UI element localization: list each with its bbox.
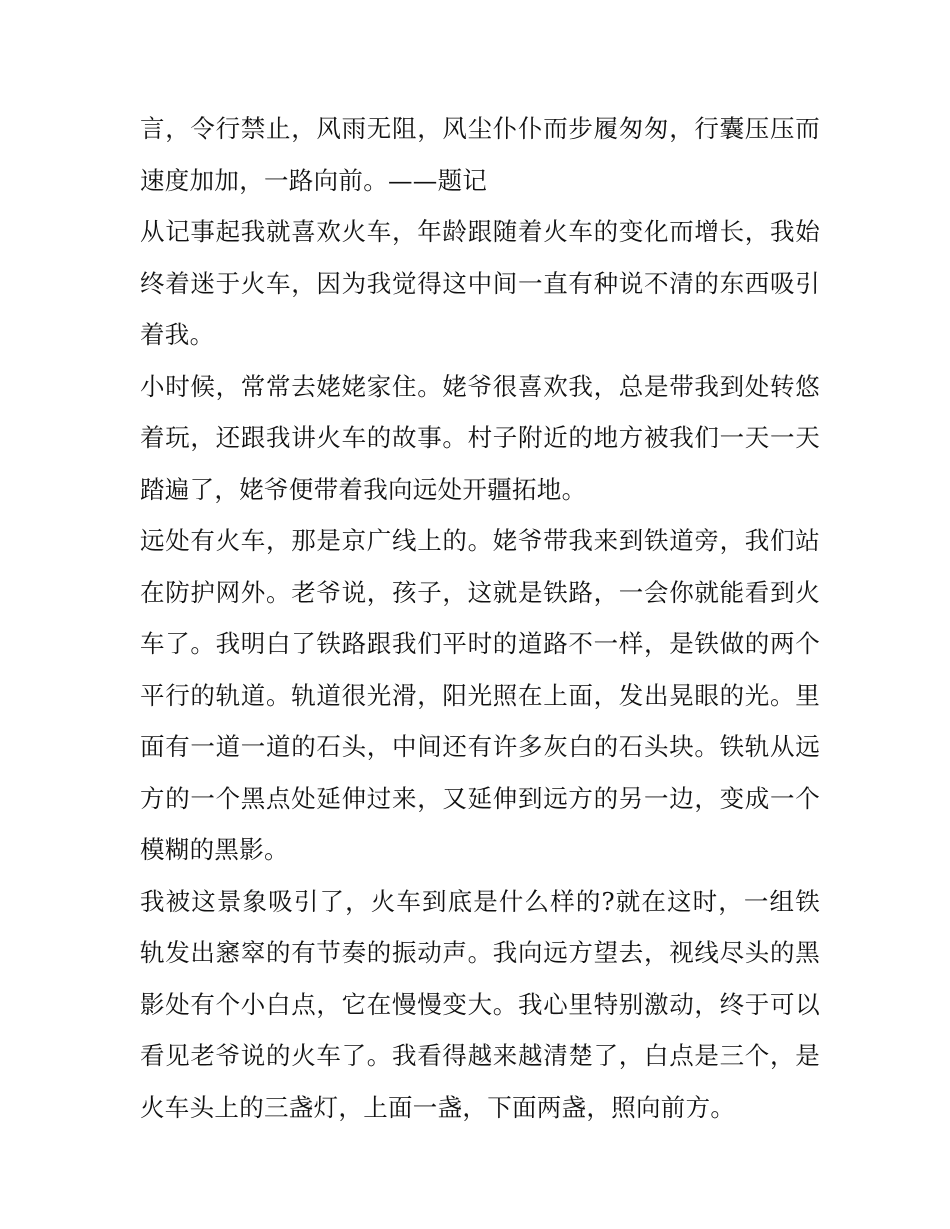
- paragraph-railway-scene: 远处有火车，那是京广线上的。姥爷带我来到铁道旁，我们站在防护网外。老爷说，孩子，这就是铁路，一会你就能看到火车了。我明白了铁路跟我们平时的道路不一样，是铁做的两个平行的轨道。轨道很光滑，阳光照在上面，发出晃眼的光。里面有一道一道的石头，中间还有许多灰白的石头块。铁轨从远方的一个黑点处延伸过来，又延伸到远方的另一边，变成一个模糊的黑影。: [140, 526, 820, 864]
- paragraph-grandma-house: 小时候，常常去姥姥家住。姥爷很喜欢我，总是带我到处转悠着玩，还跟我讲火车的故事。村子附近的地方被我们一天一天踏遍了，姥爷便带着我向远处开疆拓地。: [140, 371, 820, 504]
- paragraph-childhood-fascination: 从记事起我就喜欢火车，年龄跟随着火车的变化而增长，我始终着迷于火车，因为我觉得这中间一直有种说不清的东西吸引着我。: [140, 217, 820, 349]
- document-body: [140, 103, 820, 1133]
- paragraph-epigraph-end: 言，令行禁止，风雨无阻，风尘仆仆而步履匆匆，行囊压压而速度加加，一路向前。——题记: [140, 114, 820, 195]
- paragraph-train-arrival: 我被这景象吸引了，火车到底是什么样的?就在这时，一组铁轨发出窸窣的有节奏的振动声。我向远方望去，视线尽头的黑影处有个小白点，它在慢慢变大。我心里特别激动，终于可以看见老爷说的火车了。我看得越来越清楚了，白点是三个，是火车头上的三盏灯，上面一盏，下面两盏，照向前方。: [140, 886, 820, 1122]
